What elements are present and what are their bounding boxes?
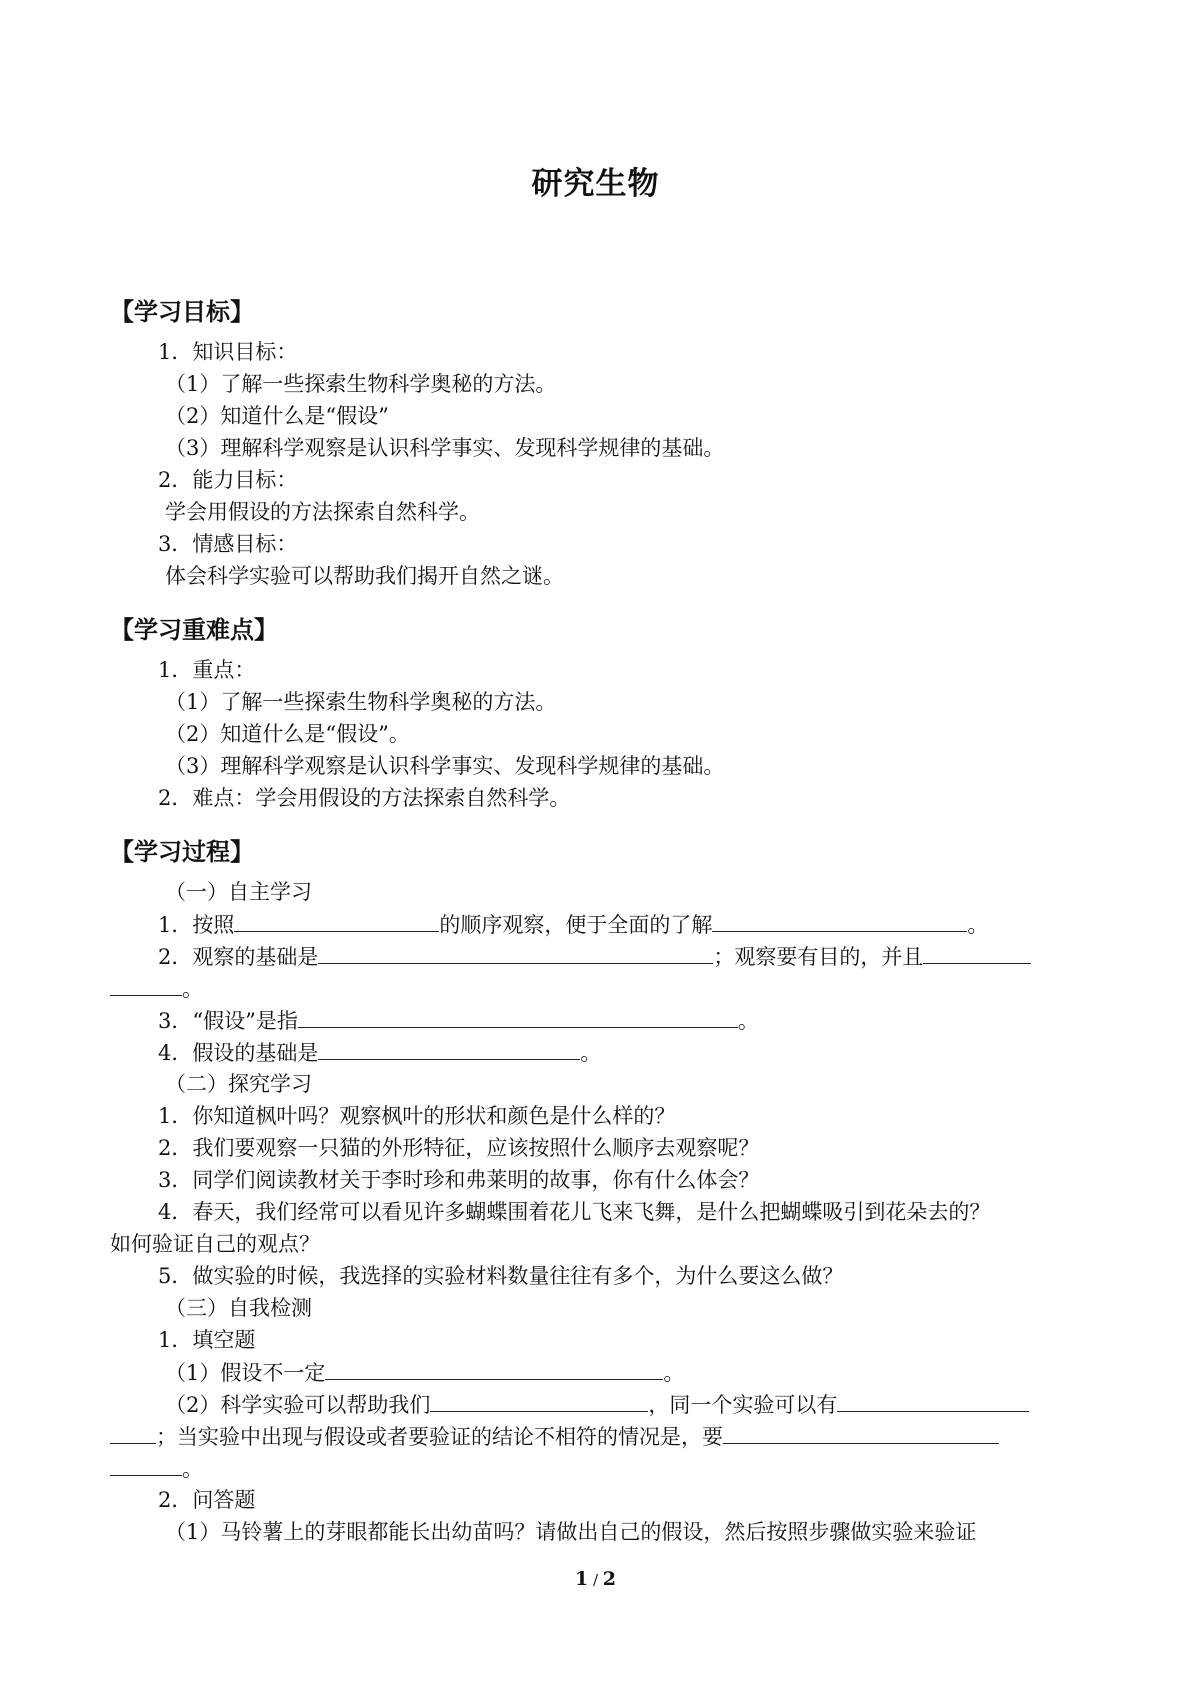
fill-in-label: 1．填空题 <box>158 1328 256 1352</box>
self-check-label: （三）自我检测 <box>165 1296 312 1320</box>
check-fill-1: （1）假设不一定 。 <box>165 1358 684 1387</box>
page-title: 研究生物 <box>531 166 660 202</box>
fill-question-3: 3．“假设”是指 。 <box>158 1006 759 1035</box>
explore-question: 3．同学们阅读教材关于李时珍和弗莱明的故事，你有什么体会？ <box>158 1168 760 1192</box>
fill-question-1: 1．按照 的顺序观察，便于全面的了解 。 <box>158 910 988 939</box>
answer-blank[interactable] <box>723 1422 999 1444</box>
heading-goals: 【学习目标】 <box>110 298 254 326</box>
keypoint-line: （2）知道什么是“假设”。 <box>165 722 410 746</box>
answer-blank[interactable] <box>110 1454 182 1476</box>
explore-question: 1．你知道枫叶吗？观察枫叶的形状和颜色是什么样的？ <box>158 1104 676 1128</box>
goal-line: 学会用假设的方法探索自然科学。 <box>165 500 480 524</box>
fill-question-2-cont: 。 <box>110 974 203 1003</box>
heading-process: 【学习过程】 <box>110 838 254 866</box>
page-current: 1 <box>574 1568 589 1590</box>
keypoint-line: 2．难点：学会用假设的方法探索自然科学。 <box>158 786 571 810</box>
keypoint-line: （1）了解一些探索生物科学奥秘的方法。 <box>165 690 557 714</box>
goal-line: 2．能力目标： <box>158 468 298 492</box>
answer-blank[interactable] <box>318 1038 580 1060</box>
goal-line: （2）知道什么是“假设” <box>165 404 389 428</box>
page-number <box>0 1568 1191 1590</box>
explore-label: （二）探究学习 <box>165 1072 312 1096</box>
answer-blank[interactable] <box>110 1422 156 1444</box>
explore-question-cont: 如何验证自己的观点？ <box>110 1232 320 1256</box>
goal-line: 体会科学实验可以帮助我们揭开自然之谜。 <box>165 564 564 588</box>
keypoint-line: （3）理解科学观察是认识科学事实、发现科学规律的基础。 <box>165 754 725 778</box>
answer-blank[interactable] <box>318 942 713 964</box>
heading-keypoints: 【学习重难点】 <box>110 616 278 644</box>
explore-question: 5．做实验的时候，我选择的实验材料数量往往有多个，为什么要这么做？ <box>158 1264 844 1288</box>
explore-question: 2．我们要观察一只猫的外形特征，应该按照什么顺序去观察呢？ <box>158 1136 760 1160</box>
qa-label: 2．问答题 <box>158 1488 256 1512</box>
answer-blank[interactable] <box>837 1390 1029 1412</box>
answer-blank[interactable] <box>712 910 967 932</box>
answer-blank[interactable] <box>923 942 1031 964</box>
page-separator: / <box>588 1571 603 1589</box>
goal-line: 3．情感目标： <box>158 532 298 556</box>
keypoint-line: 1．重点： <box>158 658 256 682</box>
page-total: 2 <box>602 1568 617 1590</box>
qa-question: （1）马铃薯上的芽眼都能长出幼苗吗？请做出自己的假设，然后按照步骤做实验来验证 <box>165 1520 977 1544</box>
goal-line: （3）理解科学观察是认识科学事实、发现科学规律的基础。 <box>165 436 725 460</box>
check-fill-2: （2）科学实验可以帮助我们 ，同一个实验可以有 <box>165 1390 1029 1419</box>
answer-blank[interactable] <box>298 1006 738 1028</box>
answer-blank[interactable] <box>325 1358 663 1380</box>
self-study-label: （一）自主学习 <box>165 880 312 904</box>
answer-blank[interactable] <box>110 974 182 996</box>
fill-question-4: 4．假设的基础是 。 <box>158 1038 601 1067</box>
answer-blank[interactable] <box>430 1390 648 1412</box>
explore-question: 4．春天，我们经常可以看见许多蝴蝶围着花儿飞来飞舞，是什么把蝴蝶吸引到花朵去的？ <box>158 1200 991 1224</box>
goal-line: 1．知识目标： <box>158 340 298 364</box>
check-fill-2-end: 。 <box>110 1454 203 1483</box>
fill-question-2: 2．观察的基础是 ；观察要有目的，并且 <box>158 942 1031 971</box>
answer-blank[interactable] <box>234 910 439 932</box>
check-fill-2-cont: ；当实验中出现与假设或者要验证的结论不相符的情况是，要 <box>110 1422 999 1451</box>
goal-line: （1）了解一些探索生物科学奥秘的方法。 <box>165 372 557 396</box>
